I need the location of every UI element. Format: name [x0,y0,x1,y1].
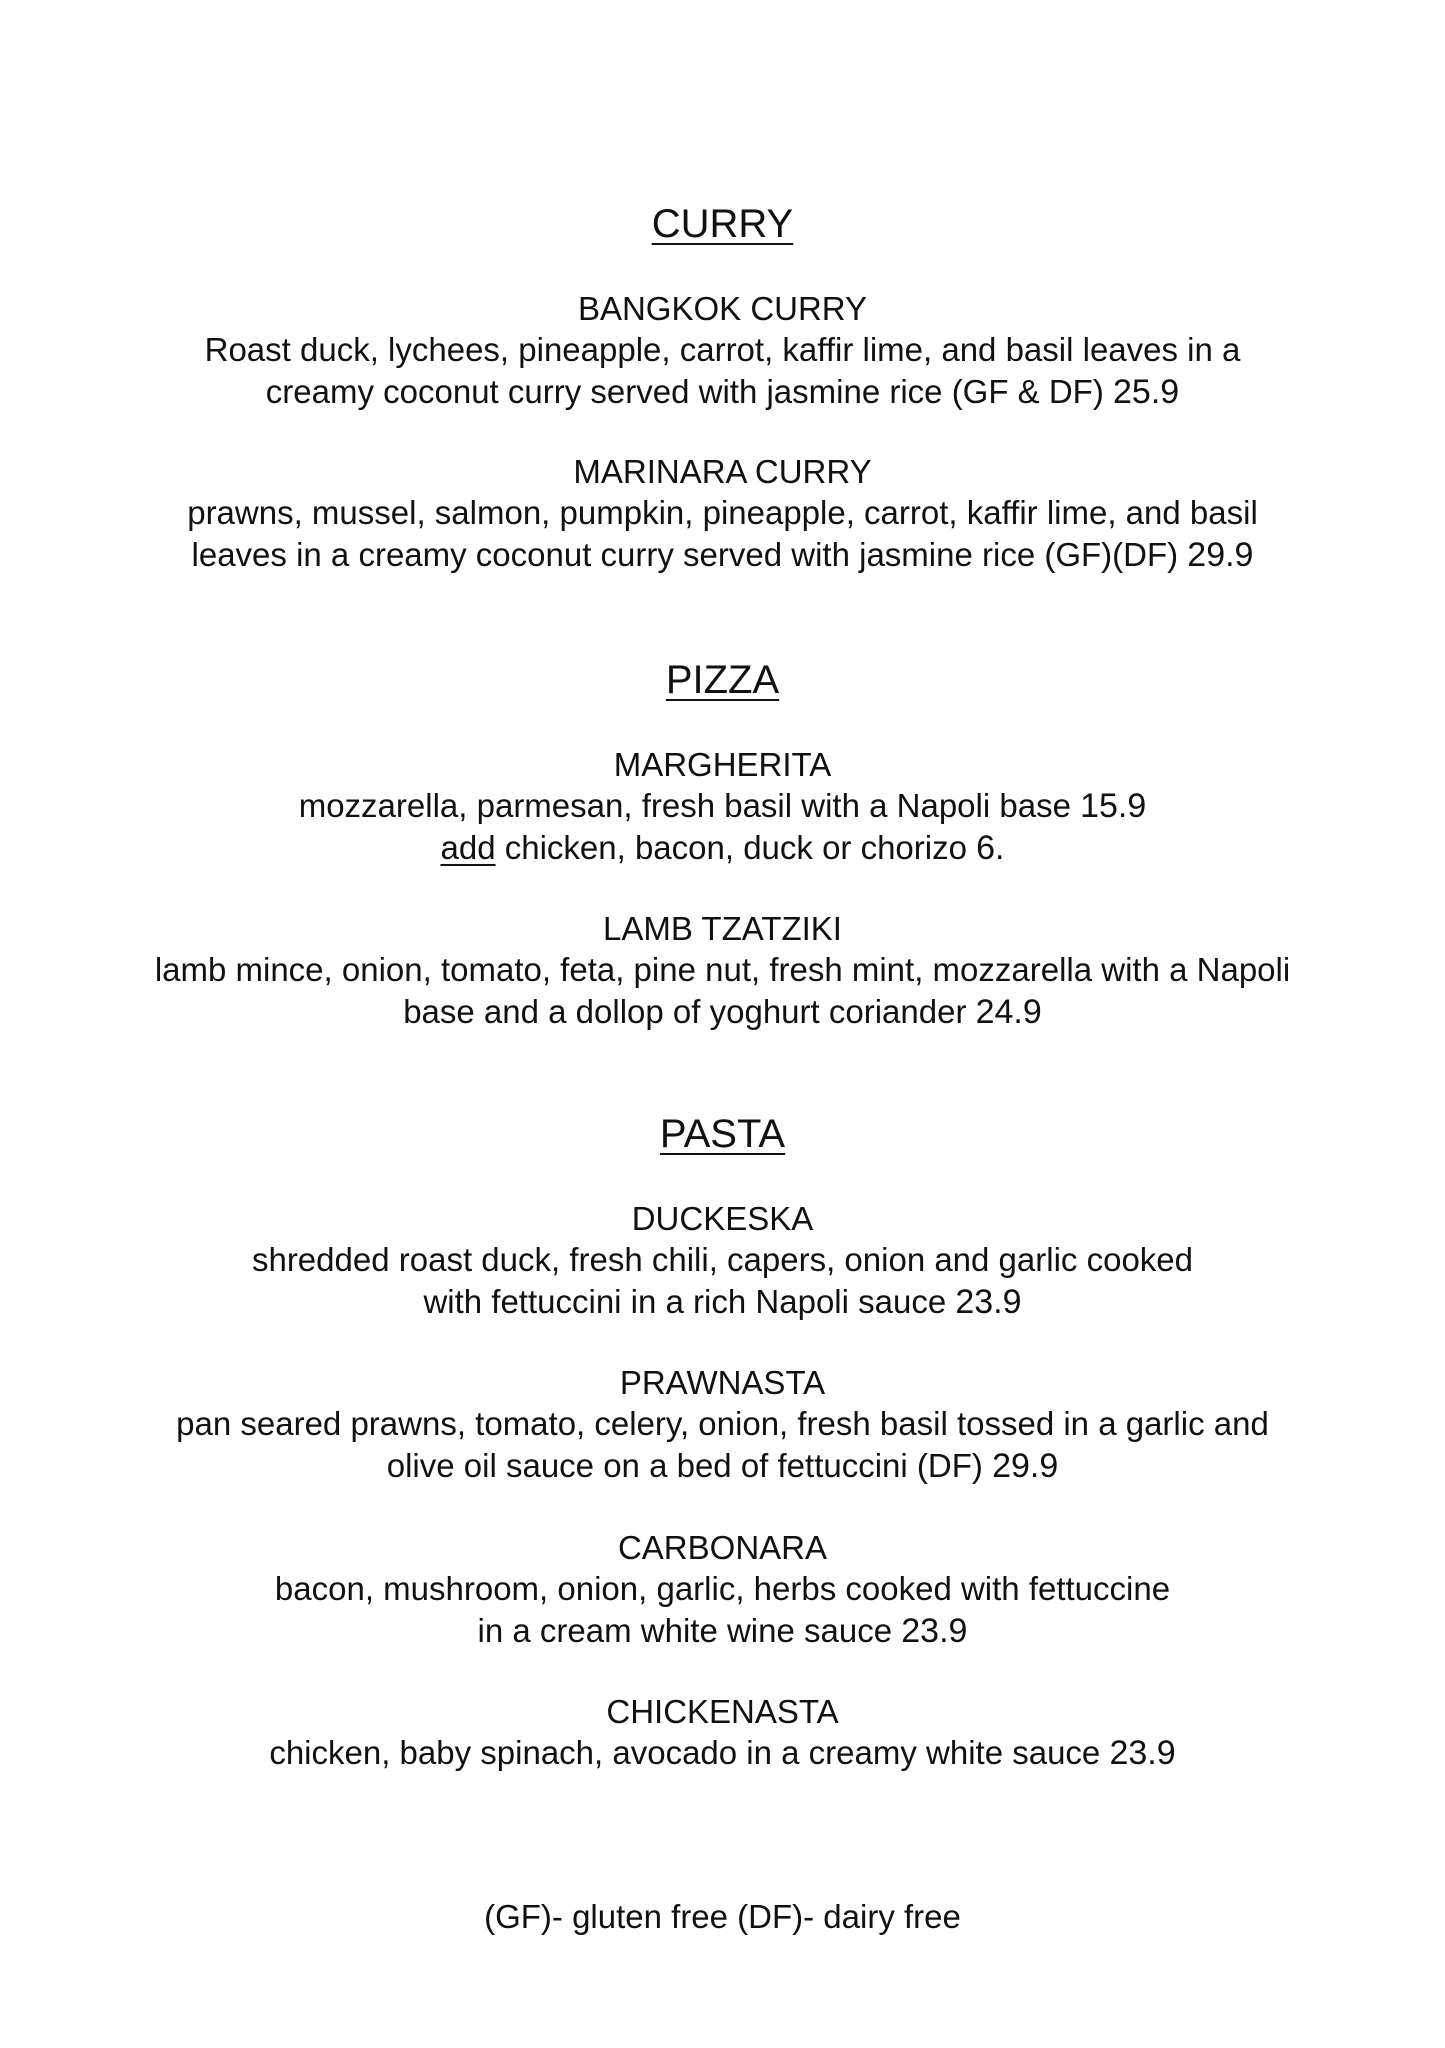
item-description-end: olive oil sauce on a bed of fettuccini (DF) [386,1447,983,1484]
item-price: 29.9 [992,1447,1059,1485]
item-description: mozzarella, parmesan, fresh basil with a Napoli base [298,787,1071,824]
menu-item-duckeska [0,1198,1445,1323]
item-description: prawns, mussel, salmon, pumpkin, pineapple, carrot, kaffir lime, and basil [187,494,1258,531]
menu-item-chickenasta [0,1691,1445,1774]
item-description-line [0,1445,1445,1487]
addon-price: 6. [976,829,1005,867]
item-price: 24.9 [975,993,1042,1031]
menu-item-bangkok-curry [0,288,1445,413]
item-description-line [0,371,1445,413]
item-description-line [0,1732,1445,1774]
item-name: LAMB TZATZIKI [603,910,842,947]
item-addon-line [0,827,1445,869]
item-name: CARBONARA [617,1529,828,1566]
item-price: 25.9 [1113,373,1180,411]
item-description: bacon, mushroom, onion, garlic, herbs cooked with fettuccine [274,1570,1171,1607]
menu-item-marinara-curry [0,451,1445,576]
section-title-curry [0,200,1445,248]
item-description-line [0,1610,1445,1652]
item-description-end: in a cream white wine sauce [477,1612,893,1649]
dietary-legend: (GF)- gluten free (DF)- dairy free [484,1898,961,1935]
item-description-line [0,534,1445,576]
item-description: pan seared prawns, tomato, celery, onion, fresh basil tossed in a garlic and [176,1405,1269,1442]
section-title-pasta [0,1110,1445,1158]
item-description-end: creamy coconut curry served with jasmine rice (GF & DF) [265,373,1104,410]
item-price: 23.9 [1109,1734,1176,1772]
section-title-curry-text: CURRY [651,202,794,246]
item-description-line [0,991,1445,1033]
item-description: shredded roast duck, fresh chili, capers, onion and garlic cooked [251,1241,1194,1278]
item-name: MARGHERITA [613,746,832,783]
item-description-line [0,785,1445,827]
addon-label: add [440,829,496,866]
item-description-line [0,1281,1445,1323]
section-title-pizza [0,656,1445,704]
item-description: chicken, baby spinach, avocado in a creamy white sauce [269,1734,1101,1771]
menu-item-margherita [0,744,1445,869]
menu-item-prawnasta [0,1362,1445,1487]
item-name: CHICKENASTA [606,1693,839,1730]
menu-item-carbonara [0,1527,1445,1652]
item-name: MARINARA CURRY [573,453,872,490]
item-description: lamb mince, onion, tomato, feta, pine nut, fresh mint, mozzarella with a Napoli [154,951,1291,988]
section-title-pasta-text: PASTA [659,1112,786,1156]
item-description-end: with fettuccini in a rich Napoli sauce [423,1283,947,1320]
item-price: 23.9 [901,1612,968,1650]
item-description-end: leaves in a creamy coconut curry served with jasmine rice (GF)(DF) [191,536,1179,573]
item-name: BANGKOK CURRY [577,290,868,327]
item-description: Roast duck, lychees, pineapple, carrot, kaffir lime, and basil leaves in a [204,331,1241,368]
addon-options: chicken, bacon, duck or chorizo [504,829,967,866]
item-description-end: base and a dollop of yoghurt coriander [403,993,967,1030]
item-name: DUCKESKA [631,1200,814,1237]
item-price: 15.9 [1080,787,1147,825]
menu-item-lamb-tzatziki [0,908,1445,1033]
item-price: 23.9 [955,1283,1022,1321]
item-name: PRAWNASTA [619,1364,826,1401]
section-title-pizza-text: PIZZA [665,658,780,702]
item-price: 29.9 [1187,536,1254,574]
